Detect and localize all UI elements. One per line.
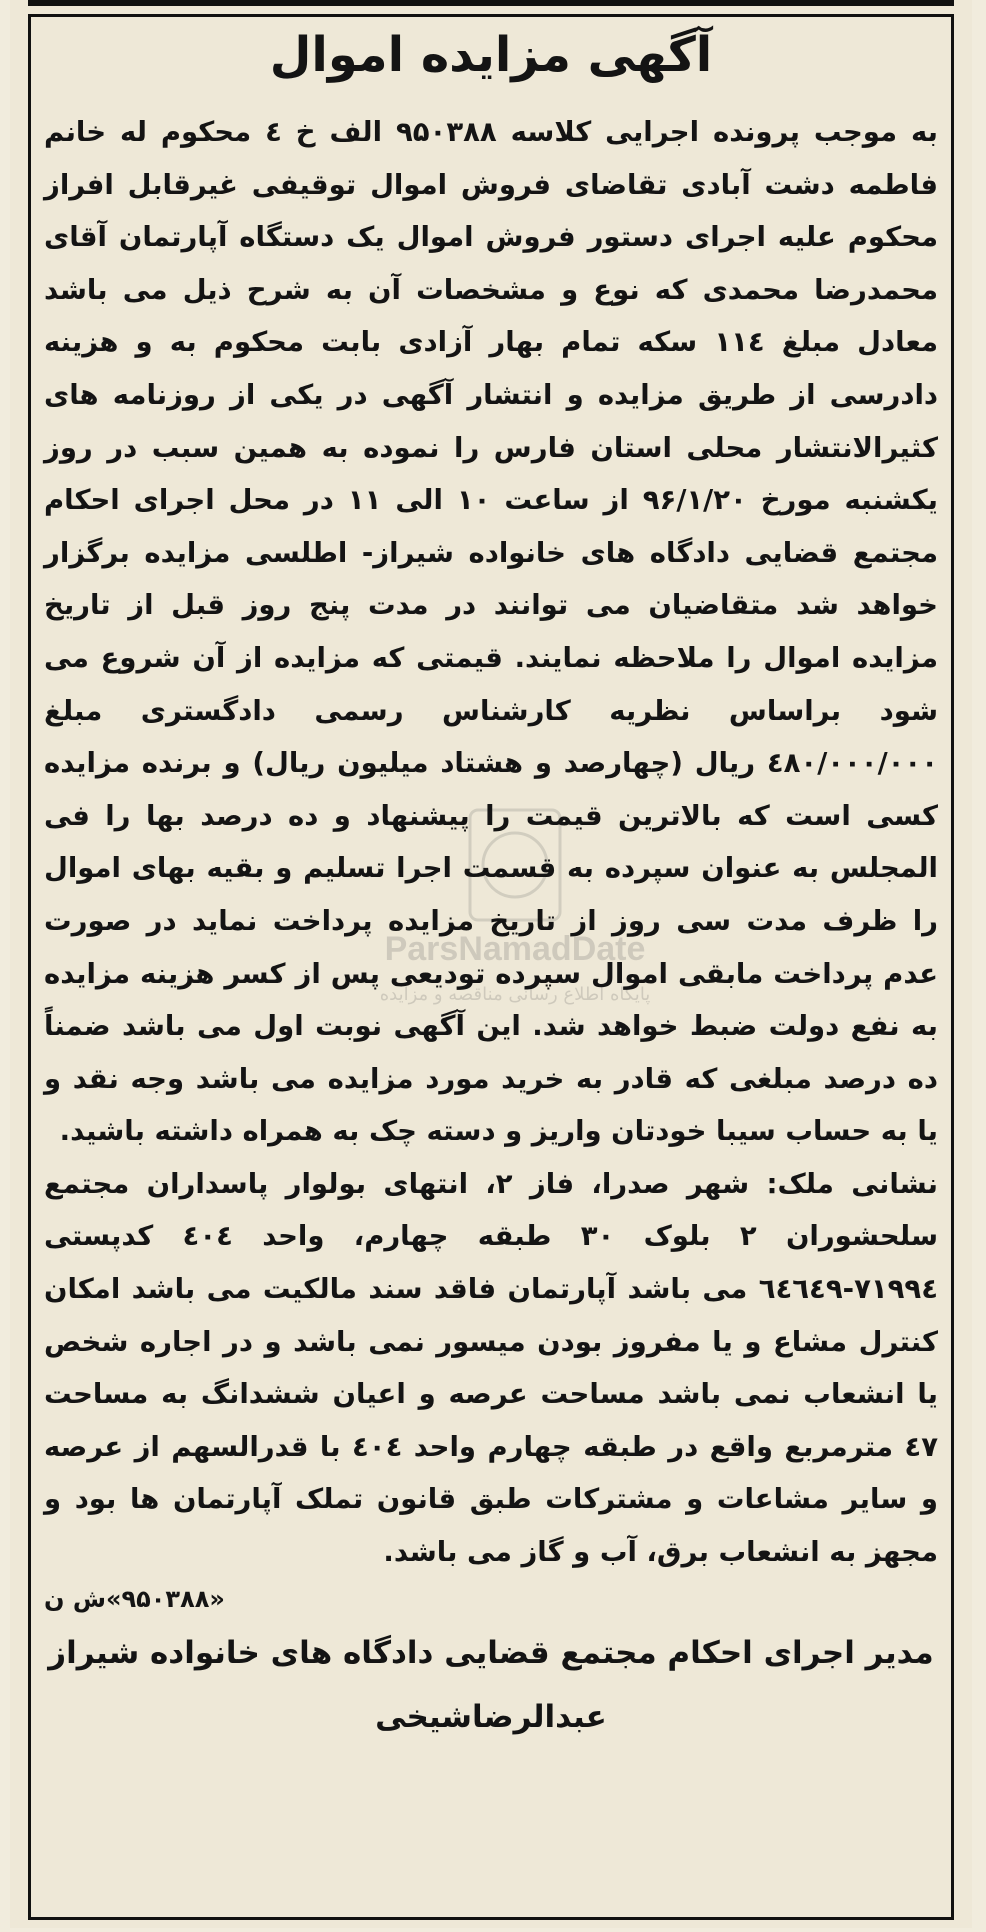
property-address: نشانی ملک: شهر صدرا، فاز ۲، انتهای بولوار پاسداران مجتمع سلحشوران ۲ بلوک ۳۰ طبقه چهارم، واحد ٤٠٤ کدپستی ۷۱۹۹٤-٦٤٦٤۹ می باشد آپارتمان فاقد سند مالکیت می باشد امکان کنترل مشاع و یا مفروز بودن میسور نمی باشد و در اجاره شخص یا انشعاب نمی باشد مساحت عرصه و اعیان ششدانگ به مساحت ٤٧ مترمربع واقع در طبقه چهارم واحد ٤٠٤ با قدرالسهم از عرصه و سایر مشاعات و مشترکات طبق قانون تملک آپارتمان ها بود و مجهز به انشعاب برق، آب و گاز می باشد.: [44, 1167, 938, 1569]
reference-code: «۹۵۰۳۸۸»ش ن: [44, 1584, 225, 1613]
notice-content: [44, 20, 938, 1747]
top-rule: [28, 0, 954, 6]
notice-body: به موجب پرونده اجرایی کلاسه ۹۵۰۳۸۸ الف خ ٤ محکوم له خانم فاطمه دشت آبادی تقاضای فروش اموال توقیفی غیرقابل افراز محکوم علیه اجرای دستور فروش اموال یک دستگاه آپارتمان آقای محمدرضا محمدی که نوع و مشخصات آن به شرح ذیل می باشد معادل مبلغ ۱۱٤ سکه تمام بهار آزادی بابت محکوم به و هزینه دادرسی از طریق مزایده و انتشار آگهی در یکی از روزنامه های کثیرالانتشار محلی استان فارس را نموده به همین سبب در روز یکشنبه مورخ ۹۶/۱/۲۰ از ساعت ۱۰ الی ۱۱ در محل اجرای احکام مجتمع قضایی دادگاه های خانواده شیراز- اطلسی مزایده برگزار خواهد شد متقاضیان می توانند در مدت پنج روز قبل از تاریخ مزایده اموال را ملاحظه نمایند. قیمتی که مزایده از آن شروع می شود براساس نظریه کارشناس رسمی دادگستری مبلغ ٤٨٠/٠٠٠/٠٠٠ ریال (چهارصد و هشتاد میلیون ریال) و برنده مزایده کسی است که بالاترین قیمت را پیشنهاد و ده درصد بها را فی المجلس به عنوان سپرده به قسمت اجرا تسلیم و بقیه بهای اموال را ظرف مدت سی روز از تاریخ مزایده پرداخت نماید در صورت عدم پرداخت مابقی اموال سپرده تودیعی پس از کسر هزینه مزایده به نفع دولت ضبط خواهد شد. این آگهی نوبت اول می باشد ضمناً ده درصد مبلغی که قادر به خرید مورد مزایده می باشد وجه نقد و یا به حساب سیبا خودتان واریز و دسته چک به همراه داشته باشید.: [44, 116, 939, 1148]
watermark-latin-text: ParsNamadDate: [384, 930, 646, 968]
signature-name: عبدالرضاشیخی: [375, 1698, 607, 1735]
watermark-fa-text: پایگاه اطلاع رسانی مناقصه و مزایده: [379, 984, 651, 1005]
signature-title: مدیر اجرای احکام مجتمع قضایی دادگاه های خانواده شیراز: [48, 1634, 934, 1671]
reference-line: [44, 1579, 938, 1619]
newspaper-clipping: [10, 0, 972, 1928]
notice-title: آگهی مزایده اموال: [269, 27, 713, 83]
